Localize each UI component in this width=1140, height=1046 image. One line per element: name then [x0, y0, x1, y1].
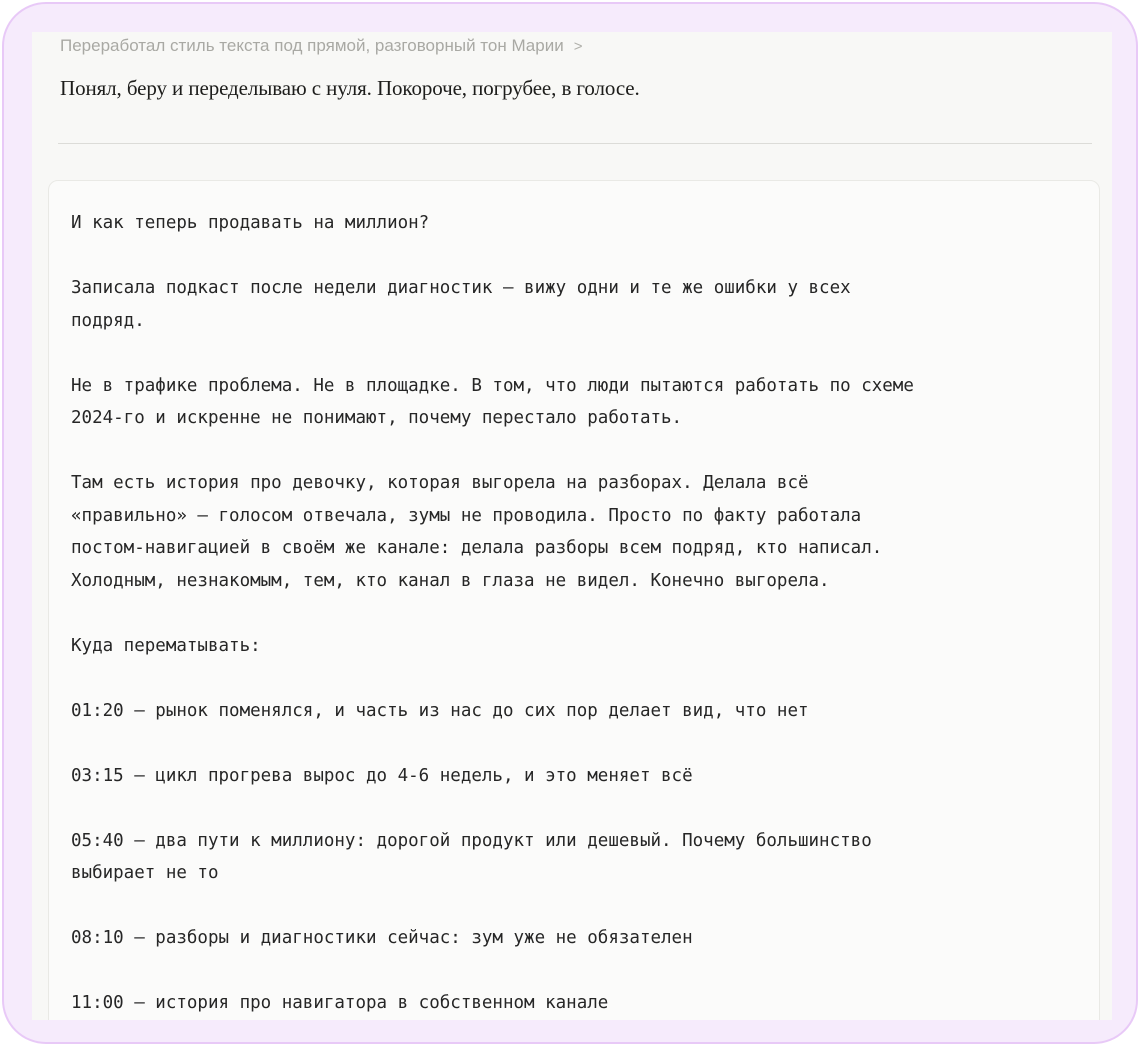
divider	[58, 143, 1092, 144]
code-line	[71, 890, 1077, 923]
window-frame	[2, 2, 1138, 1044]
thinking-summary-label: Переработал стиль текста под прямой, разговорный тон Марии	[60, 36, 564, 55]
code-line: Там есть история про девочку, которая выгорела на разборах. Делала всё	[71, 473, 809, 493]
code-line: 08:10 — разборы и диагностики сейчас: зум уже не обязателен	[71, 928, 693, 948]
assistant-response-text: Понял, беру и переделываю с нуля. Покороче, погрубее, в голосе.	[60, 76, 640, 100]
code-line: И как теперь продавать на миллион?	[71, 213, 430, 233]
code-line: Холодным, незнакомым, тем, кто канал в глаза не видел. Конечно выгорела.	[71, 570, 830, 591]
chevron-right-icon: >	[573, 37, 583, 55]
code-line: выбирает не то	[71, 863, 219, 883]
code-line	[71, 662, 1077, 695]
code-line: 01:20 — рынок поменялся, и часть из нас до сих пор делает вид, что нет	[71, 700, 809, 721]
code-line: подряд.	[71, 310, 145, 331]
code-line	[71, 955, 1077, 988]
thinking-summary-toggle[interactable]	[60, 36, 582, 56]
code-line	[71, 597, 1077, 630]
code-line	[71, 435, 1077, 468]
code-block	[48, 180, 1100, 1020]
code-line	[71, 727, 1077, 760]
code-line: Записала подкаст после недели диагностик — вижу одни и те же ошибки у всех	[71, 278, 851, 298]
code-line: Куда перематывать:	[71, 635, 261, 656]
code-line: 05:40 — два пути к миллиону: дорогой продукт или дешевый. Почему большинство	[71, 830, 872, 851]
code-line	[71, 240, 1077, 273]
code-block-content	[71, 207, 1077, 1020]
code-line: Не в трафике проблема. Не в площадке. В том, что люди пытаются работать по схеме	[71, 375, 914, 396]
code-line: 2024-го и искренне не понимают, почему перестало работать.	[71, 408, 683, 428]
code-line	[71, 792, 1077, 825]
code-line: постом-навигацией в своём же канале: делала разборы всем подряд, кто написал.	[71, 538, 883, 558]
code-line: «правильно» — голосом отвечала, зумы не проводила. Просто по факту работала	[71, 505, 862, 526]
chat-viewport	[32, 32, 1112, 1020]
code-line: 03:15 — цикл прогрева вырос до 4-6 недель, и это меняет всё	[71, 765, 693, 786]
code-line	[71, 337, 1077, 370]
code-line: 11:00 — история про навигатора в собственном канале	[71, 993, 609, 1013]
